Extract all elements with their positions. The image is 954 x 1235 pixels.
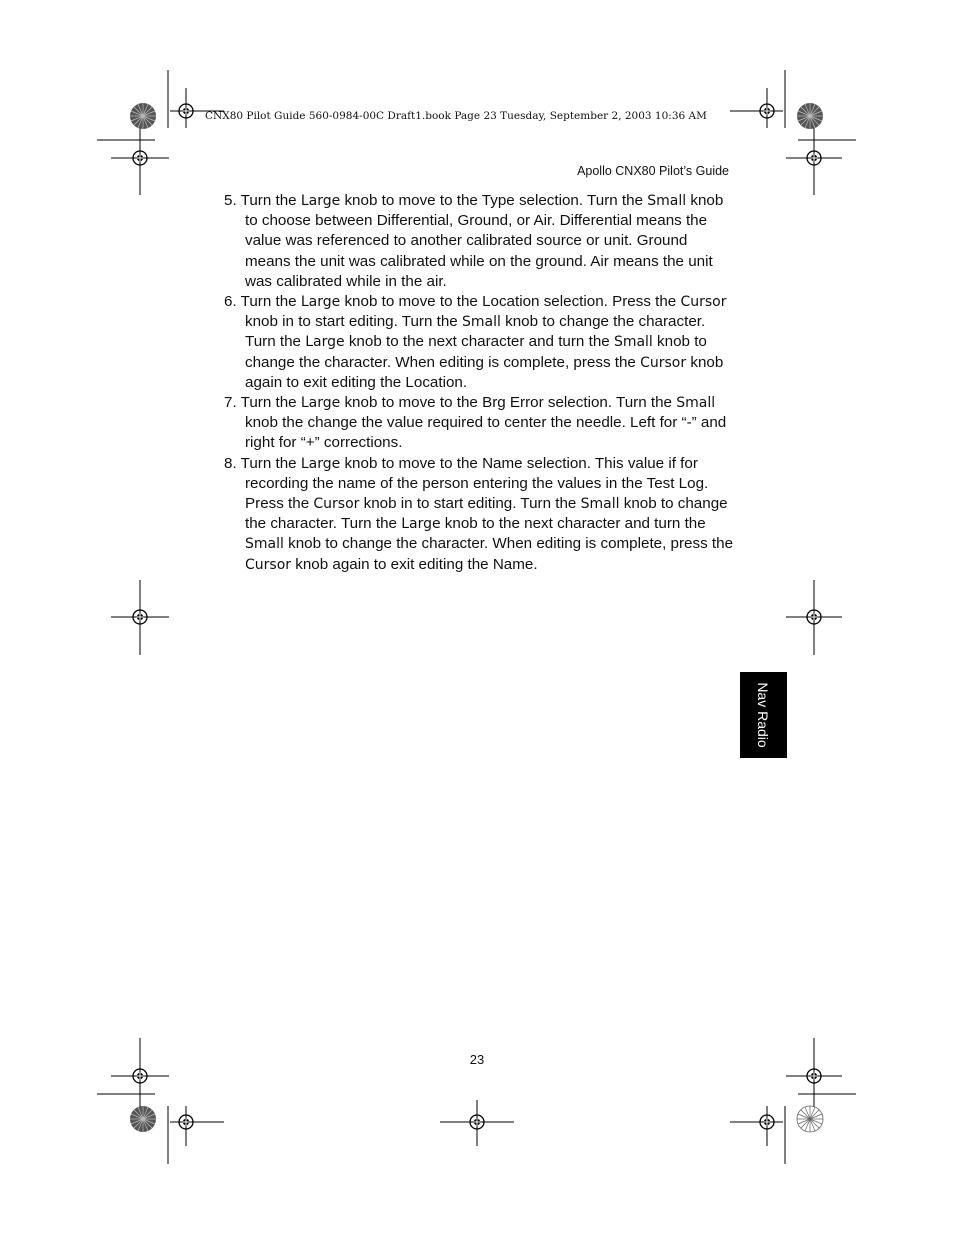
page-number: 23 (469, 1052, 485, 1067)
knob-name: Cursor (680, 294, 727, 311)
knob-name: Small (647, 193, 687, 209)
step-text: Turn the (240, 192, 301, 209)
thumb-tab (740, 672, 787, 758)
step-text: knob the change the value required to center the needle. Left for “-” and right for “+” corrections. (245, 414, 727, 452)
step-number: 7. (224, 394, 237, 412)
step-number: 5. (224, 192, 237, 209)
step-text: Turn the (240, 394, 301, 412)
step-text: Turn the (240, 454, 301, 472)
step-text: knob to change the character. Turn the (245, 313, 706, 351)
list-item (224, 454, 734, 575)
list-item (224, 191, 734, 292)
knob-name: Small (613, 334, 653, 351)
knob-name: Cursor (640, 354, 687, 371)
step-text: knob in to start editing. Turn the (359, 495, 581, 513)
step-text: Turn the (240, 293, 301, 311)
knob-name: Small (676, 395, 716, 412)
print-slug-line: CNX80 Pilot Guide 560-0984-00C Draft1.book Page 23 Tuesday, September 2, 2003 10:36 AM (205, 110, 707, 122)
step-text: knob to move to the Type selection. Turn the (340, 192, 648, 209)
knob-name: Large (300, 294, 341, 311)
knob-name: Large (305, 334, 345, 351)
step-text: knob in to start editing. Turn the (245, 313, 462, 331)
step-text: knob again to exit editing the Name. (291, 555, 538, 573)
knob-name: Large (300, 455, 341, 472)
running-head: Apollo CNX80 Pilot’s Guide (577, 164, 729, 178)
step-text: knob to the next character and turn the (344, 333, 614, 351)
step-text: knob to move to the Brg Error selection. Turn the (340, 394, 677, 412)
step-text: knob to change the character. Turn the (245, 495, 728, 533)
step-text: knob to choose between Differential, Ground, or Air. Differential means the value was referenced to another calibrated source or unit. Ground means the unit was calibrated while on the ground. Air means the unit was calibrated while in the air. (245, 192, 724, 290)
step-number: 8. (224, 454, 237, 472)
knob-name: Small (245, 536, 284, 553)
list-item (224, 292, 734, 393)
step-text: knob to the next character and turn the (440, 515, 706, 533)
step-text: knob to change the character. When editing is complete, press the (245, 333, 707, 371)
step-text: knob to change the character. When editing is complete, press the (283, 535, 734, 553)
list-item (224, 393, 734, 454)
knob-name: Large (300, 193, 341, 209)
thumb-tab-label: Nav Radio (755, 682, 771, 748)
knob-name: Small (461, 314, 501, 331)
knob-name: Small (580, 496, 620, 513)
step-number: 6. (224, 293, 237, 311)
knob-name: Cursor (313, 496, 360, 513)
knob-name: Large (300, 395, 341, 412)
step-text: knob to move to the Location selection. Press the (340, 293, 681, 311)
knob-name: Cursor (245, 556, 292, 573)
step-text: knob again to exit editing the Location. (245, 353, 724, 391)
instruction-list (224, 191, 734, 575)
step-text: knob to move to the Name selection. This value if for recording the name of the person entering the values in the Test Log. Press the (245, 454, 709, 513)
knob-name: Large (401, 516, 441, 533)
